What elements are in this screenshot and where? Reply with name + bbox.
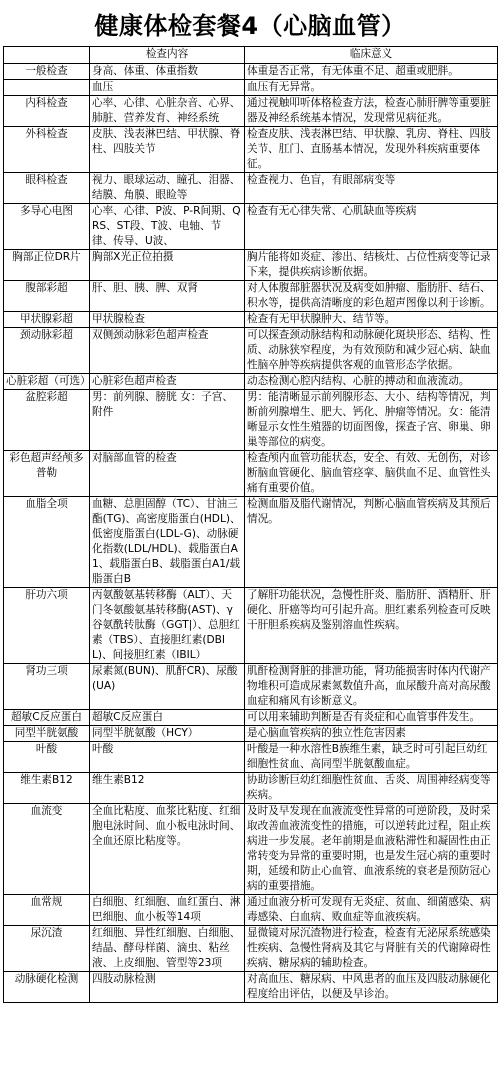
table-row bbox=[4, 804, 498, 895]
table-row bbox=[4, 328, 498, 374]
row-content: 红细胞、异性红细胞、白细胞、结晶、酵母样菌、滴虫、粘丝液、上皮细胞、管型等23项 bbox=[90, 926, 245, 972]
row-meaning: 显微镜对尿沉渣物进行检查，检查有无泌尿系统感染性疾病、急慢性肾病及其它与肾脏有关的代谢障碍性疾病、糖尿病的辅助检查。 bbox=[245, 926, 498, 972]
row-item: 血常规 bbox=[4, 895, 90, 926]
row-item: 同型半胱氨酸 bbox=[4, 726, 90, 742]
row-meaning: 检查有无心律失常、心肌缺血等疾病 bbox=[245, 204, 498, 250]
table-row bbox=[4, 773, 498, 804]
row-content: 视力、眼球运动、瞳孔、泪器、结膜、角膜、眼睑等 bbox=[90, 173, 245, 204]
row-meaning: 检查颅内血管功能状态，安全、有效、无创伤，对诊断脑血管硬化、脑血管痉挛、脑供血不足、血管性头痛有重要价值。 bbox=[245, 451, 498, 497]
row-item: 叶酸 bbox=[4, 742, 90, 773]
row-content: 心率、心律、P波、P-R间期、QRS、ST段、T波、电轴、节律、传导、U波、 bbox=[90, 204, 245, 250]
row-content: 心率、心律、心脏杂音、心界、肺脏、营养发育、神经系统 bbox=[90, 96, 245, 127]
row-content: 心脏彩色超声检查 bbox=[90, 374, 245, 390]
row-item: 超敏C反应蛋白 bbox=[4, 710, 90, 726]
row-meaning: 肌酐检测肾脏的排泄功能，肾功能损害时体内代谢产物堆积可造成尿素氮数值升高，血尿酸升高对高尿酸血症和痛风有诊断意义。 bbox=[245, 664, 498, 710]
row-item: 腹部彩超 bbox=[4, 281, 90, 312]
row-content: 男：前列腺、膀胱 女：子宫、附件 bbox=[90, 390, 245, 451]
header-item bbox=[4, 47, 90, 64]
row-meaning: 检查皮肤、浅表淋巴结、甲状腺、乳房、脊柱、四肢关节、肛门、直肠基本情况，发现外科疾病重要体征。 bbox=[245, 127, 498, 173]
table-row bbox=[4, 926, 498, 972]
row-item: 维生素B12 bbox=[4, 773, 90, 804]
row-meaning: 通过血液分析可发现有无炎症、贫血、细菌感染、病毒感染、白血病、败血症等血液疾病。 bbox=[245, 895, 498, 926]
table-row bbox=[4, 281, 498, 312]
row-meaning: 及时及早发现在血液流变性异常的可逆阶段，及时采取改善血液流变性的措施，可以逆转此过程，阻止疾病进一步发展。老年前期是血液粘滞性和凝固性由正常转变为异常的重要时期，也是发生冠心病的重要时期，延缓和防止心血管、血液系统的衰老是预防冠心病的重要措施。 bbox=[245, 804, 498, 895]
row-content: 胸部X光正位拍摄 bbox=[90, 250, 245, 281]
row-item: 内科检查 bbox=[4, 96, 90, 127]
row-content: 同型半胱氨酸（HCY） bbox=[90, 726, 245, 742]
row-item: 盆腔彩超 bbox=[4, 390, 90, 451]
table-row bbox=[4, 173, 498, 204]
row-item: 甲状腺彩超 bbox=[4, 312, 90, 328]
table-row bbox=[4, 127, 498, 173]
row-content: 双侧颈动脉彩色超声检查 bbox=[90, 328, 245, 374]
row-meaning: 男：能清晰显示前列腺形态、大小、结构等情况，判断前列腺增生、肥大、钙化、肿瘤等情况。女：能清晰显示女性生殖器的切面图像，探查子宫、卵巢、卵巢等部位的病变。 bbox=[245, 390, 498, 451]
table-row bbox=[4, 710, 498, 726]
row-meaning: 了解肝功能状况，急慢性肝炎、脂肪肝、酒精肝、肝硬化、肝癌等均可引起升高。胆红素系列检查可反映干肝胆系疾病及鉴别溶血性疾病。 bbox=[245, 588, 498, 664]
row-content: 维生素B12 bbox=[90, 773, 245, 804]
row-content: 白细胞、红细胞、血红蛋白、淋巴细胞、血小板等14项 bbox=[90, 895, 245, 926]
row-item: 一般检查 bbox=[4, 64, 90, 80]
table-row bbox=[4, 390, 498, 451]
header-meaning: 临床意义 bbox=[245, 47, 498, 64]
row-item bbox=[4, 80, 90, 96]
checkup-table bbox=[3, 46, 498, 1003]
row-meaning: 检查视力、色盲，有眼部病变等 bbox=[245, 173, 498, 204]
row-item: 尿沉渣 bbox=[4, 926, 90, 972]
row-content: 皮肤、浅表淋巴结、甲状腺、脊柱、四肢关节 bbox=[90, 127, 245, 173]
row-item: 肝功六项 bbox=[4, 588, 90, 664]
row-item: 彩色超声经颅多普勒 bbox=[4, 451, 90, 497]
row-item: 动脉硬化检测 bbox=[4, 972, 90, 1003]
row-content: 丙氨酸氨基转移酶（ALT）、天门冬氨酸氨基转移酶(AST)、γ谷氨酰转肽酶（GGT|）、总胆红素（TBS）、直接胆红素(DBIL)、间接胆红素（IBIL） bbox=[90, 588, 245, 664]
row-content: 四肢动脉检测 bbox=[90, 972, 245, 1003]
row-item: 血脂全项 bbox=[4, 497, 90, 588]
table-row bbox=[4, 742, 498, 773]
row-content: 对脑部血管的检查 bbox=[90, 451, 245, 497]
table-row bbox=[4, 588, 498, 664]
table-row bbox=[4, 204, 498, 250]
row-meaning: 可以用来辅助判断是否有炎症和心血管事件发生。 bbox=[245, 710, 498, 726]
table-row bbox=[4, 312, 498, 328]
row-meaning: 胸片能将如炎症、渗出、结核灶、占位性病变等记录下来，提供疾病诊断依据。 bbox=[245, 250, 498, 281]
header-content: 检查内容 bbox=[90, 47, 245, 64]
table-row bbox=[4, 250, 498, 281]
row-content: 超敏C反应蛋白 bbox=[90, 710, 245, 726]
row-meaning: 体重是否正常，有无体重不足、超重或肥胖。 bbox=[245, 64, 498, 80]
row-meaning: 对人体腹部脏器状况及病变如肿瘤、脂肪肝、结石、积水等，提供高清晰度的彩色超声图像以利于诊断。 bbox=[245, 281, 498, 312]
row-meaning: 对高血压、糖尿病、中风患者的血压及四肢动脉硬化程度给出评估，以便及早诊治。 bbox=[245, 972, 498, 1003]
table-row bbox=[4, 96, 498, 127]
row-meaning: 动态检测心腔内结构、心脏的搏动和血液流动。 bbox=[245, 374, 498, 390]
row-content: 肝、胆、胰、脾、双肾 bbox=[90, 281, 245, 312]
row-item: 多导心电图 bbox=[4, 204, 90, 250]
table-row bbox=[4, 64, 498, 80]
header-row bbox=[4, 47, 498, 64]
table-row bbox=[4, 374, 498, 390]
row-item: 外科检查 bbox=[4, 127, 90, 173]
page-title: 健康体检套餐4（心脑血管） bbox=[94, 11, 406, 40]
row-content: 尿素氮(BUN)、肌酐CR)、尿酸(UA) bbox=[90, 664, 245, 710]
row-meaning: 是心脑血管疾病的独立性危害因素 bbox=[245, 726, 498, 742]
row-content: 甲状腺检查 bbox=[90, 312, 245, 328]
row-meaning: 血压有无异常。 bbox=[245, 80, 498, 96]
row-meaning: 叶酸是一种水溶性B族维生素，缺乏时可引起巨幼红细胞性贫血、高同型半胱氨酸血症。 bbox=[245, 742, 498, 773]
row-content: 血压 bbox=[90, 80, 245, 96]
table-body bbox=[4, 64, 498, 1003]
table-row bbox=[4, 80, 498, 96]
row-item: 眼科检查 bbox=[4, 173, 90, 204]
row-item: 血流变 bbox=[4, 804, 90, 895]
table-row bbox=[4, 726, 498, 742]
table-row bbox=[4, 664, 498, 710]
row-content: 叶酸 bbox=[90, 742, 245, 773]
row-item: 胸部正位DR片 bbox=[4, 250, 90, 281]
table-row bbox=[4, 451, 498, 497]
table-row bbox=[4, 972, 498, 1003]
row-content: 全血比粘度、血浆比粘度、红细胞电泳时间、血小板电泳时间、全血还原比粘度等。 bbox=[90, 804, 245, 895]
row-meaning: 检查有无甲状腺肿大、结节等。 bbox=[245, 312, 498, 328]
table-row bbox=[4, 497, 498, 588]
row-content: 身高、体重、体重指数 bbox=[90, 64, 245, 80]
row-item: 心脏彩超（可选） bbox=[4, 374, 90, 390]
row-meaning: 通过视触叩听体格检查方法，检查心肺肝脾等重要脏器及神经系统基本情况，发现常见病征兆。 bbox=[245, 96, 498, 127]
row-meaning: 可以探查颈动脉结构和动脉硬化斑块形态、结构、性质、动脉狭窄程度，为有效预防和减少冠心病、缺血性脑卒肿等疾病提供客观的血管形态学依据。 bbox=[245, 328, 498, 374]
row-meaning: 协助诊断巨幼红细胞性贫血、舌炎、周围神经病变等疾病。 bbox=[245, 773, 498, 804]
row-item: 肾功三项 bbox=[4, 664, 90, 710]
row-meaning: 检测血脂及脂代谢情况，判断心脑血管疾病及其预后情况。 bbox=[245, 497, 498, 588]
table-row bbox=[4, 895, 498, 926]
row-item: 颈动脉彩超 bbox=[4, 328, 90, 374]
row-content: 血糖、总胆固醇（TC）、甘油三酯(TG)、高密度脂蛋白(HDL)、低密度脂蛋白(LDL-G)、动脉硬化指数(LDL/HDL)、载脂蛋白A1、载脂蛋白B、载脂蛋白A1/载脂蛋白B bbox=[90, 497, 245, 588]
